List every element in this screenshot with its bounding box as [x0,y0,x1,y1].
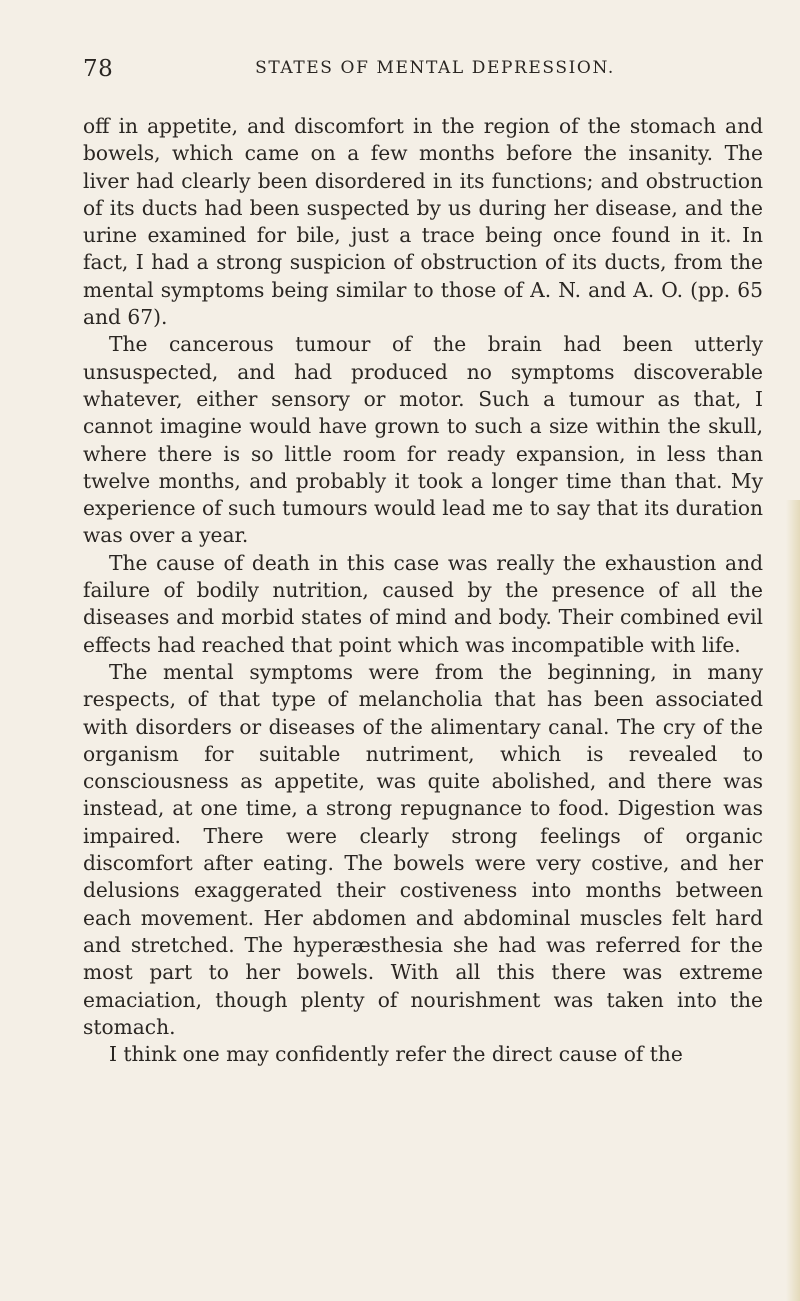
paragraph-mental-symptoms: The mental symptoms were from the beginning, in many respects, of that type of melancholia that has been associated with disorders or diseases of the alimentary canal. The cry of the organism for suitable nutriment, which is revealed to consciousness as appetite, was quite abolished, and there was instead, at one time, a strong repugnance to food. Digestion was impaired. There were clearly strong feelings of organic discomfort after eating. The bowels were very costive, and her delusions exaggerated their costiveness into months between each movement. Her abdomen and abdominal muscles felt hard and stretched. The hyperæsthesia she had was referred for the most part to her bowels. With all this there was extreme emaciation, though plenty of nourishment was taken into the stomach. [83,659,763,1039]
paragraph-cancerous-tumour: The cancerous tumour of the brain had been utterly unsuspected, and had produced no symptoms discoverable whatever, either sensory or motor. Such a tumour as that, I cannot imagine would have grown to such a size within the skull, where there is so little room for ready expansion, in less than twelve months, and probably it took a longer time than that. My experience of such tumours would lead me to say that its duration was over a year. [83,332,763,548]
paragraph-direct-cause: I think one may confidently refer the direct cause of the [109,1042,683,1067]
page-number: 78 [83,56,114,82]
page-edge-shadow [786,500,800,1301]
running-title: STATES OF MENTAL DEPRESSION. [255,58,615,78]
body-text [83,113,763,1068]
paragraph-continued: off in appetite, and discomfort in the region of the stomach and bowels, which came on a few months before the insanity. The liver had clearly been disordered in its functions; and obstruction of its ducts had been suspected by us during her disease, and the urine examined for bile, just a trace being once found in it. In fact, I had a strong suspicion of obstruction of its ducts, from the mental symptoms being similar to those of A. N. and A. O. (pp. 65 and 67). [83,114,763,330]
page-header [83,56,763,86]
paragraph-cause-of-death: The cause of death in this case was really the exhaustion and failure of bodily nutrition, caused by the presence of all the diseases and morbid states of mind and body. Their combined evil effects had reached that point which was incompatible with life. [83,550,763,657]
